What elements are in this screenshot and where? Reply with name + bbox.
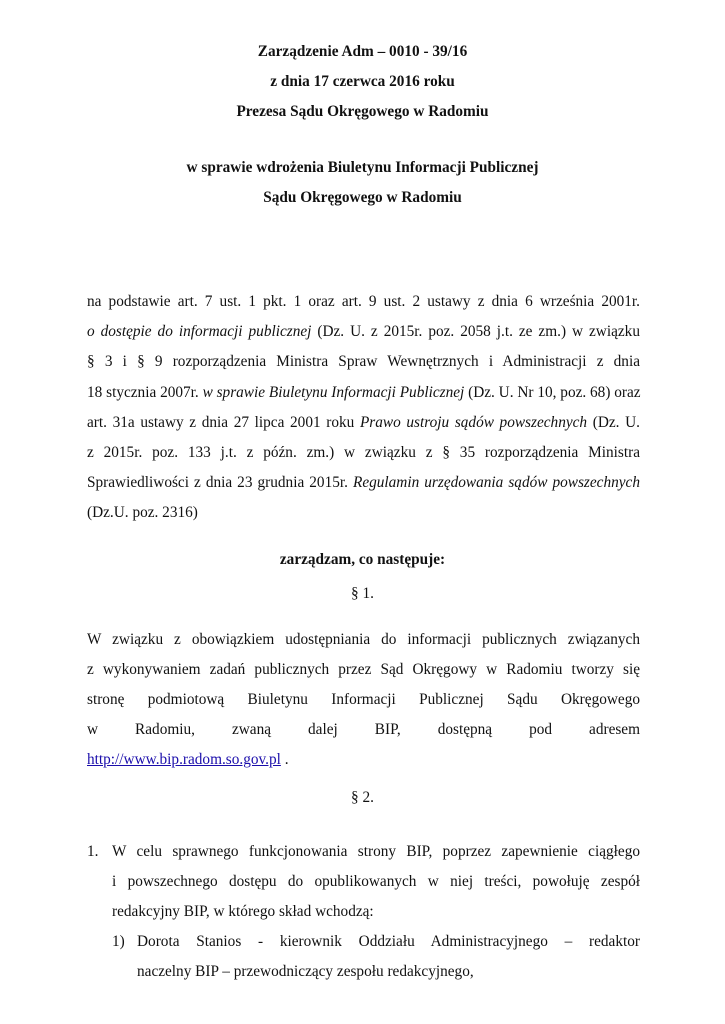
preamble-line-4: 18 stycznia 2007r. w sprawie Biuletynu Informacji Publicznej (Dz. U. Nr 10, poz. 68) oraz	[87, 384, 641, 401]
order-subject-line-2: Sądu Okręgowego w Radomiu	[263, 189, 462, 206]
act-title-italic: Prawo ustroju sądów powszechnych	[359, 414, 588, 431]
section-1-mark: § 1.	[351, 585, 374, 602]
section-2-item-1-line-2: i powszechnego dostępu do opublikowanych w niej treści, powołuję zespół	[112, 873, 640, 890]
preamble-line-1: na podstawie art. 7 ust. 1 pkt. 1 oraz art. 9 ust. 2 ustawy z dnia 6 września 2001r.	[87, 293, 640, 310]
act-title-italic: Regulamin urzędowania sądów powszechnych	[352, 474, 640, 491]
order-subject-line-1: w sprawie wdrożenia Biuletynu Informacji Publicznej	[186, 159, 539, 176]
list-item-number: 1.	[87, 843, 99, 860]
sub-item-number: 1)	[112, 933, 125, 950]
decree-heading: zarządzam, co następuje:	[279, 551, 446, 568]
section-2-sub-1-line-2: naczelny BIP – przewodniczący zespołu redakcyjnego,	[137, 963, 474, 980]
act-title-italic: w sprawie Biuletynu Informacji Publicznej	[202, 384, 465, 401]
section-2-mark: § 2.	[351, 789, 374, 806]
order-number: Zarządzenie Adm – 0010 - 39/16	[257, 43, 468, 60]
section-1-line-3: stronę podmiotową Biuletynu Informacji Publicznej Sądu Okręgowego	[87, 691, 640, 708]
preamble-line-2: o dostępie do informacji publicznej (Dz. U. z 2015r. poz. 2058 j.t. ze zm.) w związku	[87, 323, 640, 340]
bip-url-link[interactable]: http://www.bip.radom.so.gov.pl	[87, 751, 281, 768]
section-1-line-1: W związku z obowiązkiem udostępniania do informacji publicznych związanych	[87, 631, 640, 648]
preamble-line-3: § 3 i § 9 rozporządzenia Ministra Spraw Wewnętrznych i Administracji z dnia	[87, 353, 640, 370]
section-1-line-4: w Radomiu, zwaną dalej BIP, dostępną pod adresem	[87, 721, 640, 738]
order-date: z dnia 17 czerwca 2016 roku	[270, 73, 455, 90]
section-2-item-1-line-1: W celu sprawnego funkcjonowania strony BIP, poprzez zapewnienie ciągłego	[112, 843, 640, 860]
act-title-italic: o dostępie do informacji publicznej	[87, 323, 312, 340]
preamble-line-6: z 2015r. poz. 133 j.t. z późn. zm.) w związku z § 35 rozporządzenia Ministra	[87, 444, 640, 461]
section-2-sub-1-line-1: Dorota Stanios - kierownik Oddziału Administracyjnego – redaktor	[137, 933, 640, 950]
section-2-item-1-line-3: redakcyjny BIP, w którego skład wchodzą:	[112, 903, 374, 920]
preamble-line-5: art. 31a ustawy z dnia 27 lipca 2001 roku Prawo ustroju sądów powszechnych (Dz. U.	[87, 414, 640, 431]
section-1-line-2: z wykonywaniem zadań publicznych przez Sąd Okręgowy w Radomiu tworzy się	[87, 661, 640, 678]
section-1-line-5: http://www.bip.radom.so.gov.pl .	[87, 751, 289, 768]
preamble-line-8: (Dz.U. poz. 2316)	[87, 504, 198, 521]
order-issuer: Prezesa Sądu Okręgowego w Radomiu	[236, 103, 489, 120]
preamble-line-7: Sprawiedliwości z dnia 23 grudnia 2015r. Regulamin urzędowania sądów powszechnych	[87, 474, 640, 491]
